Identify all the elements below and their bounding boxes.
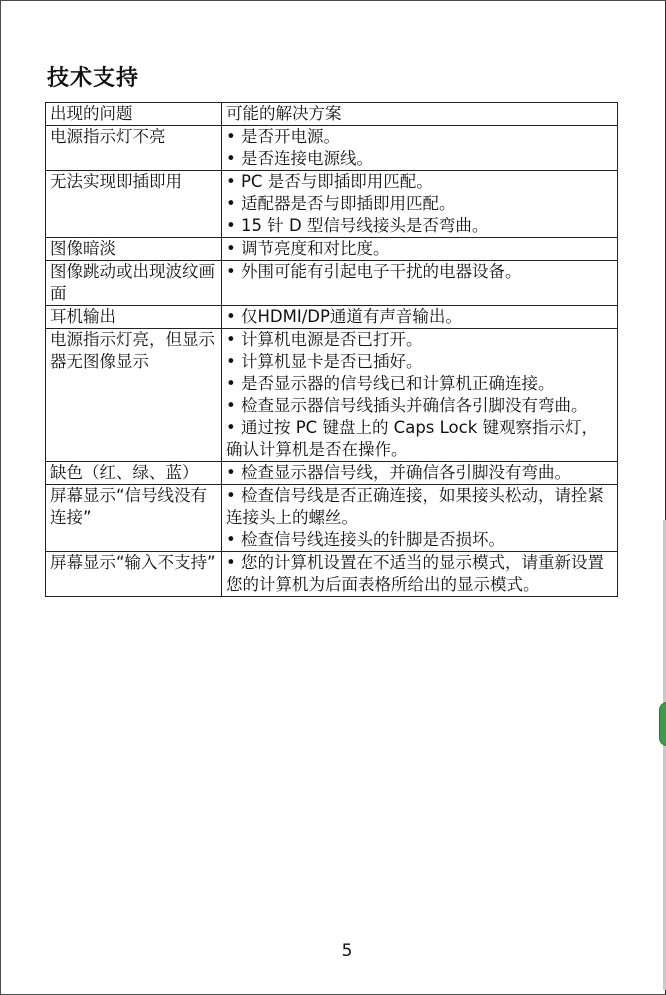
solution-cell	[222, 306, 618, 329]
header-solution: 可能的解决方案	[222, 103, 618, 126]
solution-item: • 是否连接电源线。	[226, 149, 373, 168]
solution-item: • PC 是否与即插即用匹配。	[226, 172, 433, 191]
solution-item: • 检查信号线连接头的针脚是否损坏。	[226, 530, 505, 549]
table-row	[46, 306, 618, 329]
problem-cell: 缺色（红、绿、蓝）	[46, 462, 222, 485]
problem-cell: 屏幕显示“信号线没有连接”	[46, 485, 222, 552]
solution-item: • 适配器是否与即插即用匹配。	[226, 194, 456, 213]
problem-cell: 图像暗淡	[46, 238, 222, 261]
solution-cell	[222, 238, 618, 261]
solution-item: • 计算机电源是否已打开。	[226, 330, 423, 349]
table-row	[46, 126, 618, 171]
solution-cell	[222, 485, 618, 552]
problem-cell: 图像跳动或出现波纹画面	[46, 261, 222, 306]
table-row	[46, 238, 618, 261]
table-row	[46, 329, 618, 462]
solution-item: • 检查显示器信号线，并确信各引脚没有弯曲。	[226, 463, 571, 482]
page-title: 技术支持	[47, 66, 140, 91]
solution-item: • 15 针 D 型信号线接头是否弯曲。	[226, 216, 489, 235]
solution-cell	[222, 462, 618, 485]
solution-item: • 通过按 PC 键盘上的 Caps Lock 键观察指示灯，确认计算机是否在操作。	[226, 418, 598, 459]
problem-cell: 屏幕显示“输入不支持”	[46, 552, 222, 597]
table-row	[46, 462, 618, 485]
solution-item: • 检查显示器信号线插头并确信各引脚没有弯曲。	[226, 396, 588, 415]
solution-item: • 调节亮度和对比度。	[226, 239, 390, 258]
solution-cell	[222, 261, 618, 306]
solution-cell	[222, 552, 618, 597]
solution-cell	[222, 171, 618, 238]
page-number: 5	[341, 941, 353, 961]
table-row	[46, 485, 618, 552]
solution-item: • 您的计算机设置在不适当的显示模式，请重新设置您的计算机为后面表格所给出的显示模式。	[226, 553, 604, 594]
solution-item: • 是否开电源。	[226, 127, 340, 146]
table-row	[46, 261, 618, 306]
solution-item: • 计算机显卡是否已插好。	[226, 352, 423, 371]
header-problem: 出现的问题	[46, 103, 222, 126]
table-row	[46, 552, 618, 597]
solution-cell	[222, 126, 618, 171]
side-tab-handle[interactable]	[659, 702, 666, 746]
problem-cell: 电源指示灯亮，但显示器无图像显示	[46, 329, 222, 462]
solution-item: • 外围可能有引起电子干扰的电器设备。	[226, 262, 522, 281]
troubleshooting-table	[45, 102, 618, 597]
table-row	[46, 171, 618, 238]
solution-item: • 仅HDMI/DP通道有声音输出。	[226, 307, 462, 326]
solution-item: • 检查信号线是否正确连接，如果接头松动，请拴紧连接头上的螺丝。	[226, 486, 604, 527]
solution-item: • 是否显示器的信号线已和计算机正确连接。	[226, 374, 555, 393]
table-header-row	[46, 103, 618, 126]
problem-cell: 耳机输出	[46, 306, 222, 329]
problem-cell: 无法实现即插即用	[46, 171, 222, 238]
solution-cell	[222, 329, 618, 462]
problem-cell: 电源指示灯不亮	[46, 126, 222, 171]
